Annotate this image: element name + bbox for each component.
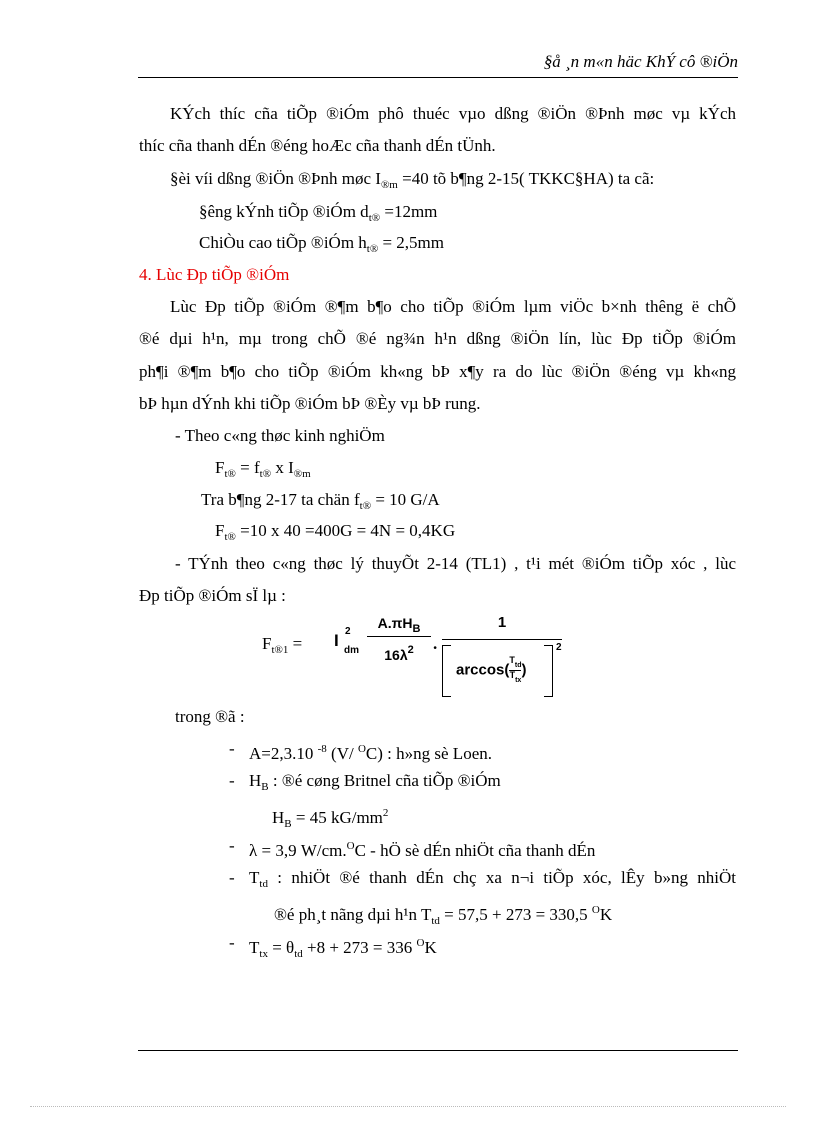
contact-force-formula: $F_{t®1}$ = I 2 dm $A.\pi H_B$ $16\lambda^2$ . 1 $\arccos(T_{td}$ $T_{tx}$) 2 <box>262 612 522 700</box>
formula-line: $F_{t®} =10$ x 40 =400G = 4N = 0,4KG <box>215 521 456 543</box>
fraction-one: $A.\pi H_B$ $16\lambda^2$ <box>367 612 431 661</box>
height-line: ChiÒu cao tiÕp ®iÓm $h_{t®} = 2,5mm$ <box>199 233 445 255</box>
page-edge <box>30 1106 786 1107</box>
paragraph-line: bÞ hµn dÝnh khi tiÕp ®iÓm bÞ ®Èy vµ bÞ rung. <box>139 394 481 413</box>
formula-current-sub: dm <box>344 645 359 656</box>
list-item: $H_B$ : ®é cøng Britnel cña tiÕp ®iÓm <box>249 771 501 793</box>
paragraph-line: - Theo c«ng thøc kinh nghiÖm <box>175 426 385 445</box>
paragraph-line: Lùc Ðp tiÕp ®iÓm ®¶m b¶o cho tiÕp ®iÓm lµm viÖc b×nh thêng ë chÕ <box>170 297 736 316</box>
paragraph-line: thíc cña thanh dÉn ®éng hoÆc cña thanh dÉn tÜnh. <box>139 136 496 155</box>
arccos-term: $\arccos(T_{td}$ $T_{tx}$) <box>456 655 527 684</box>
formula-line: $F_{t®} = f_{t®}$ x $I_{®m}$ <box>215 458 311 480</box>
list-item: λ = 3,9 W/cm.$^O$C - hÖ sè dÉn nhiÖt cña thanh dÉn <box>249 840 596 860</box>
formula-lhs: $F_{t®1}$ = <box>262 634 303 656</box>
paragraph-line: Ðp tiÕp ®iÓm sÏ lµ : <box>139 586 286 605</box>
paragraph-line: Tra b¶ng 2-17 ta chän $f_{t®} = 10$ G/A <box>201 490 440 512</box>
paragraph-line: §èi víi dßng ®iÖn ®Þnh møc $I_{®m} =40$ tõ b¶ng 2-15( TKKC§HA) ta cã: <box>170 169 655 191</box>
footer-rule <box>138 1050 738 1051</box>
document-page: §å ¸n m«n häc KhÝ cô ®iÖn KÝch thíc cña tiÕp ®iÓm phô thuéc vµo dßng ®iÖn ®Þnh møc vµ kÝch thíc cña thanh dÉn ®éng hoÆc cña thanh dÉn tÜnh. §èi víi dßng ®iÖn ®Þnh møc $I_{®m} =40$ tõ b¶ng 2-15( TKKC§HA) ta cã: §êng kÝnh tiÕp ®iÓm $d_{t®} =12mm$ ChiÒu cao tiÕp ®iÓm $h_{t®} = 2,5mm$ 4. Lùc Ðp tiÕp ®iÓm Lùc Ðp tiÕp ®iÓm ®¶m b¶o cho tiÕp ®iÓm lµm viÖc b×nh thêng ë chÕ ®é dµi h¹n, mµ trong chÕ ®é ng¾n h¹n dßng ®iÖn lín, lùc Ðp tiÕp ®iÓm ph¶i ®¶m b¶o cho tiÕp ®iÓm kh«ng bÞ x¶y ra do lùc ®iÖn ®éng vµ kh«ng bÞ hµn dÝnh khi tiÕp ®iÓm bÞ ®Èy vµ bÞ rung. - Theo c«ng thøc kinh nghiÖm $F_{t®} = f_{t®}$ x $I_{®m}$ Tra b¶ng 2-17 ta chän $f_{t®} = 10$ G/A $F_{t®} =10$ x 40 =400G = 4N = 0,4KG - TÝnh theo c«ng thøc lý thuyÕt 2-14 (TL1) , t¹i mét ®iÓm tiÕp xóc , lùc Ðp tiÕp ®iÓm sÏ lµ : $F_{t®1}$ = I 2 dm $A.\pi H_B$ $16\lambda^2$ . 1 $\arccos(T_{td}$ $T_{tx}$) 2 trong ®ã : - A=2,3.10 $^{-8}$ (V/ $^O$C) : h»ng sè Loen. - $H_B$ : ®é cøng Britnel cña tiÕp ®iÓm $H_B = 45$ $kG/mm^2$ - λ = 3,9 W/cm.$^O$C - hÖ sè dÉn nhiÖt cña thanh dÉn - $T_{td}$ : nhiÖt ®é thanh dÉn chç xa n¬i tiÕp xóc, lÊy b»ng nhiÖt ®é ph¸t nãng dµi h¹n $T_{td} = 57,5 + 273 = 330,5$ $^O$K - $T_{tx} = \theta_{td} +8 + 273 = 336$ $^O$K <box>0 0 816 1123</box>
left-bracket <box>442 645 451 697</box>
list-item-detail: ®é ph¸t nãng dµi h¹n $T_{td} = 57,5 + 273 = 330,5$ $^O$K <box>274 904 613 927</box>
paragraph-line: ph¶i ®¶m b¶o cho tiÕp ®iÓm kh«ng bÞ x¶y ra do lùc ®iÖn ®éng vµ kh«ng <box>139 362 736 381</box>
paragraph-line: - TÝnh theo c«ng thøc lý thuyÕt 2-14 (TL1) , t¹i mét ®iÓm tiÕp xóc , lùc <box>175 554 736 573</box>
paragraph-line: ®é dµi h¹n, mµ trong chÕ ®é ng¾n h¹n dßng ®iÖn lín, lùc Ðp tiÕp ®iÓm <box>139 329 736 348</box>
paragraph-line: KÝch thíc cña tiÕp ®iÓm phô thuéc vµo dßng ®iÖn ®Þnh møc vµ kÝch <box>170 104 736 123</box>
list-item-detail: $H_B = 45$ $kG/mm^2$ <box>272 807 389 830</box>
section-heading: 4. Lùc Ðp tiÕp ®iÓm <box>139 265 290 284</box>
diameter-line: §êng kÝnh tiÕp ®iÓm $d_{t®} =12mm$ <box>199 202 438 224</box>
list-item: A=2,3.10 $^{-8}$ (V/ $^O$C) : h»ng sè Loen. <box>249 743 492 763</box>
list-item: $T_{td}$ : nhiÖt ®é thanh dÉn chç xa n¬i tiÕp xóc, lÊy b»ng nhiÖt <box>249 868 736 890</box>
formula-current: I <box>334 631 339 650</box>
formula-current-power: 2 <box>345 626 351 637</box>
paragraph-line: trong ®ã : <box>175 707 245 726</box>
list-item: $T_{tx} = \theta_{td} +8 + 273 = 336$ $^O$K <box>249 937 437 960</box>
right-bracket <box>544 645 553 697</box>
header-rule <box>138 77 738 78</box>
running-header: §å ¸n m«n häc KhÝ cô ®iÖn <box>543 52 738 71</box>
